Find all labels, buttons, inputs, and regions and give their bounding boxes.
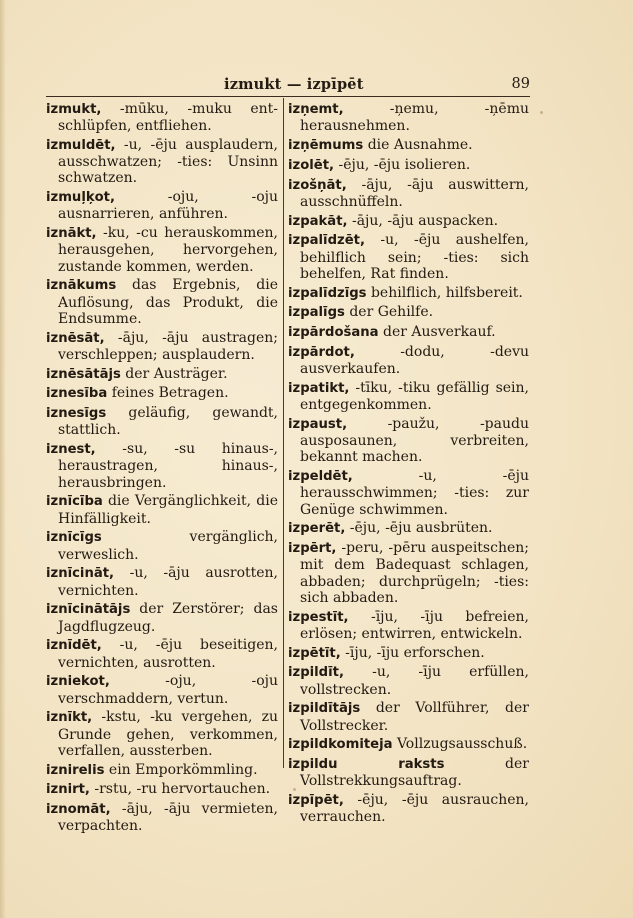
column-divider — [283, 98, 284, 768]
dictionary-entry — [46, 405, 278, 438]
dictionary-entry — [288, 285, 529, 302]
entry-definition: die Ausnahme. — [363, 137, 473, 153]
entry-definition: behilflich, hilfsbereit. — [366, 284, 523, 301]
entry-definition: -āju, -āju auswittern, ausschnüffeln. — [300, 176, 529, 210]
entry-definition: -āju, -āju vermieten, verpachten. — [58, 801, 278, 835]
entry-headword: iznīkt, — [46, 710, 93, 726]
dictionary-entry — [288, 157, 529, 174]
entry-definition: feines Betragen. — [107, 385, 229, 402]
dictionary-entry — [46, 493, 278, 526]
dictionary-entry — [46, 673, 278, 706]
entry-headword: izmuldēt, — [46, 138, 116, 153]
entry-headword: izpalīdzīgs — [288, 285, 367, 301]
dictionary-entry — [288, 213, 529, 230]
entry-definition: -rstu, -ru hervortauchen. — [89, 781, 271, 798]
dictionary-entry — [46, 529, 278, 562]
entry-headword: izņemt, — [288, 102, 344, 117]
entry-definition: -mūku, -muku ent-schlüpfen, entfliehen. — [58, 101, 278, 135]
entry-definition: der Vollstrekkungsauftrag. — [300, 756, 529, 790]
entry-definition: vergänglich, verweslich. — [58, 529, 278, 563]
entry-definition: -u, -ēju ausplaudern, ausschwatzen; -ties: Unsinn schwatzen. — [58, 137, 278, 187]
entry-definition: der Ausverkauf. — [378, 324, 496, 341]
entry-headword: iznīcīgs — [46, 530, 102, 546]
entry-definition: -u, -īju erfüllen, vollstrecken. — [300, 664, 529, 698]
paper-speck — [540, 111, 543, 114]
entry-definition: -oju, -oju ausnarrieren, anführen. — [58, 189, 278, 223]
dictionary-entry — [288, 232, 529, 282]
entry-definition: -īju, -īju befreien, erlösen; entwirren, entwickeln. — [300, 608, 529, 642]
entry-headword: izņēmums — [288, 138, 364, 153]
entry-headword: izpērt, — [288, 541, 337, 557]
running-title: izmukt — izpīpēt — [224, 76, 364, 93]
entry-headword: izpīpēt, — [288, 793, 344, 809]
entry-definition: -kstu, -ku vergehen, zu Grunde gehen, verkommen, verfallen, aussterben. — [58, 709, 278, 759]
entry-headword: izpalīgs — [288, 305, 345, 321]
entry-definition: -īju, -īju erforschen. — [340, 644, 485, 661]
dictionary-entry — [46, 637, 278, 670]
dictionary-entry — [288, 664, 529, 697]
entry-definition: -oju, -oju verschmaddern, vertun. — [58, 673, 278, 707]
entry-definition: -ēju, -ēju ausrauchen, verrauchen. — [300, 792, 529, 826]
dictionary-entry — [288, 520, 529, 537]
entry-definition: -āju, -āju austragen; verschleppen; ausplaudern. — [58, 329, 278, 363]
page-edge-shadow — [0, 0, 6, 918]
entry-headword: izniekot, — [46, 674, 110, 690]
dictionary-entry — [46, 565, 278, 598]
entry-headword: izpildu raksts — [288, 757, 445, 773]
entry-definition: -ņemu, -ņēmu herausnehmen. — [300, 101, 529, 135]
entry-definition: -dodu, -devu ausverkaufen. — [300, 343, 529, 378]
entry-headword: izošņāt, — [288, 177, 347, 193]
dictionary-entry — [46, 101, 278, 134]
entry-headword: izpārdošana — [288, 325, 379, 341]
entry-definition: der Austräger. — [120, 365, 228, 382]
entry-definition: -āju, -āju auspacken. — [347, 212, 499, 229]
dictionary-entry — [288, 540, 529, 606]
entry-headword: iznīdēt, — [46, 638, 102, 654]
entry-headword: izperēt, — [288, 521, 346, 537]
dictionary-entry — [288, 137, 529, 154]
entry-headword: iznēsāt, — [46, 330, 105, 346]
dictionary-entry — [46, 330, 278, 363]
entry-headword: iznirelis — [46, 762, 105, 778]
dictionary-entry — [288, 344, 529, 377]
entry-headword: izpildkomiteja — [288, 737, 393, 753]
entry-headword: izpārdot, — [288, 344, 355, 360]
entry-definition: das Ergebnis, die Auflösung, das Produkt, die Endsumme. — [58, 277, 278, 327]
paper-speck — [293, 788, 296, 791]
entry-definition: ein Emporkömmling. — [104, 761, 258, 778]
entry-headword: izpaust, — [288, 416, 348, 432]
dictionary-entry — [46, 366, 278, 383]
entry-headword: iznākums — [46, 278, 117, 294]
dictionary-entry — [288, 380, 529, 413]
entry-definition: -su, -su hinaus-, heraustragen, hinaus-, herausbringen. — [58, 441, 278, 491]
left-column — [46, 101, 278, 837]
entry-headword: iznest, — [46, 442, 96, 458]
entry-definition: -paužu, -paudu ausposaunen, verbreiten, bekannt machen. — [300, 415, 529, 466]
dictionary-entry — [288, 792, 529, 825]
dictionary-entry — [46, 441, 278, 491]
entry-definition: Vollzugsausschuß. — [392, 736, 528, 753]
page-number: 89 — [511, 76, 530, 92]
entry-headword: izpalīdzēt, — [288, 233, 365, 249]
dictionary-entry — [46, 137, 278, 187]
right-column — [288, 101, 529, 828]
entry-headword: izpētīt, — [288, 645, 341, 661]
entry-headword: izmukt, — [46, 102, 102, 117]
dictionary-entry — [46, 601, 278, 634]
entry-definition: -tīku, -tiku gefällig sein, entgegenkommen. — [300, 379, 529, 414]
dictionary-entry — [46, 225, 278, 275]
entry-headword: iznīcināt, — [46, 566, 115, 582]
entry-headword: izpeldēt, — [288, 469, 353, 485]
dictionary-entry — [46, 801, 278, 834]
dictionary-entry — [46, 709, 278, 759]
entry-definition: -peru, -pēru auspeitschen; mit dem Badequast schlagen, abbaden; durchprügeln; -ties: sich abbaden. — [300, 540, 529, 606]
dictionary-entry — [288, 304, 529, 321]
dictionary-entry — [288, 645, 529, 662]
entry-headword: iznākt, — [46, 226, 97, 242]
entry-headword: izpestīt, — [288, 609, 349, 625]
entry-headword: izpildīt, — [288, 665, 344, 681]
dictionary-entry — [288, 177, 529, 210]
entry-definition: -u, -ēju herausschwimmen; -ties: zur Genüge schwimmen. — [300, 468, 529, 518]
entry-definition: geläufig, gewandt, stattlich. — [58, 405, 278, 439]
dictionary-entry — [46, 762, 278, 779]
dictionary-entry — [288, 468, 529, 518]
entry-headword: izpakāt, — [288, 213, 348, 229]
dictionary-entry — [46, 385, 278, 402]
dictionary-entry — [288, 101, 529, 134]
entry-definition: der Gehilfe. — [344, 304, 434, 321]
entry-headword: iznēsātājs — [46, 366, 121, 382]
dictionary-entry — [46, 277, 278, 327]
entry-headword: iznīcinātājs — [46, 602, 131, 618]
dictionary-entry — [288, 324, 529, 341]
entry-definition: -ēju, -ēju ausbrüten. — [345, 520, 493, 537]
dictionary-entry — [288, 700, 529, 733]
entry-definition: der Vollführer, der Vollstrecker. — [300, 700, 529, 734]
entry-definition: -u, -ēju beseitigen, vernichten, ausrotten. — [58, 637, 278, 671]
dictionary-entry — [288, 416, 529, 466]
dictionary-entry — [288, 736, 529, 753]
dictionary-entry — [288, 609, 529, 642]
dictionary-entry — [46, 781, 278, 798]
entry-headword: izpildītājs — [288, 701, 361, 717]
dictionary-entry — [288, 756, 529, 789]
entry-definition: -ēju, -ēju isolieren. — [334, 156, 471, 173]
entry-headword: iznesīgs — [46, 406, 107, 422]
entry-headword: iznirt, — [46, 782, 90, 798]
entry-definition: -ku, -cu herauskommen, herausgehen, hervorgehen, zustande kommen, werden. — [58, 225, 278, 275]
entry-definition: -u, -āju ausrotten, vernichten. — [58, 565, 278, 599]
entry-definition: die Vergänglichkeit, die Hinfälligkeit. — [58, 493, 278, 527]
dictionary-entry — [46, 189, 278, 222]
page-header — [46, 76, 530, 97]
entry-definition: der Zerstörer; das Jagdflugzeug. — [58, 601, 278, 635]
entry-headword: izolēt, — [288, 157, 335, 173]
entry-headword: iznesība — [46, 386, 108, 402]
entry-definition: -u, -ēju aushelfen, behilflich sein; -ties: sich behelfen, Rat finden. — [300, 232, 529, 282]
entry-headword: izpatikt, — [288, 380, 350, 396]
entry-headword: iznomāt, — [46, 802, 111, 818]
entry-headword: iznīcība — [46, 494, 103, 510]
entry-headword: izmuļķot, — [46, 190, 115, 206]
